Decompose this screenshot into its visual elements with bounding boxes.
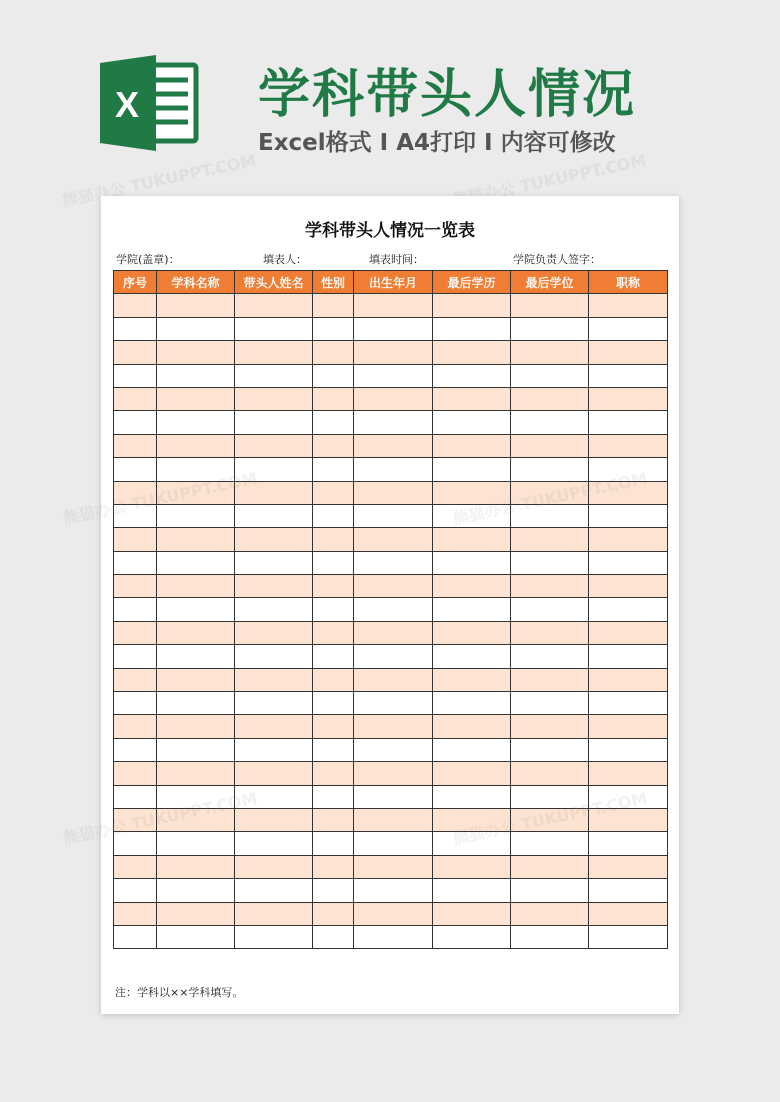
table-cell[interactable] — [235, 551, 313, 574]
table-cell[interactable] — [313, 808, 354, 831]
table-cell[interactable] — [313, 738, 354, 761]
table-row — [114, 598, 668, 621]
table-row — [114, 481, 668, 504]
table-cell[interactable] — [313, 855, 354, 878]
table-cell[interactable] — [354, 434, 433, 457]
banner — [0, 0, 780, 190]
table-cell[interactable] — [157, 434, 235, 457]
table-cell[interactable] — [313, 575, 354, 598]
table-row — [114, 879, 668, 902]
table-cell[interactable] — [313, 879, 354, 902]
table-cell[interactable] — [114, 925, 157, 948]
table-cell[interactable] — [114, 481, 157, 504]
table-cell[interactable] — [157, 294, 235, 317]
table-cell[interactable] — [157, 598, 235, 621]
table-cell[interactable] — [354, 551, 433, 574]
table-cell[interactable] — [433, 575, 511, 598]
table-row — [114, 925, 668, 948]
table-cell[interactable] — [433, 434, 511, 457]
table-cell[interactable] — [157, 645, 235, 668]
table-row — [114, 434, 668, 457]
table-cell[interactable] — [589, 738, 668, 761]
table-cell[interactable] — [235, 879, 313, 902]
table-cell[interactable] — [511, 902, 589, 925]
table-cell[interactable] — [313, 364, 354, 387]
table-row — [114, 808, 668, 831]
table-cell[interactable] — [433, 294, 511, 317]
table-cell[interactable] — [313, 598, 354, 621]
table-cell[interactable] — [354, 645, 433, 668]
table-cell[interactable] — [589, 528, 668, 551]
table-row — [114, 668, 668, 691]
table-cell[interactable] — [354, 621, 433, 644]
column-header: 最后学位 — [511, 271, 589, 294]
table-cell[interactable] — [313, 504, 354, 527]
table-cell[interactable] — [157, 879, 235, 902]
table-cell[interactable] — [114, 762, 157, 785]
table-cell[interactable] — [511, 294, 589, 317]
table-cell[interactable] — [114, 879, 157, 902]
table-cell[interactable] — [313, 645, 354, 668]
table-cell[interactable] — [313, 668, 354, 691]
table-cell[interactable] — [235, 364, 313, 387]
table-cell[interactable] — [114, 317, 157, 340]
table-cell[interactable] — [313, 762, 354, 785]
table-cell[interactable] — [157, 692, 235, 715]
table-cell[interactable] — [511, 341, 589, 364]
table-row — [114, 692, 668, 715]
table-cell[interactable] — [114, 598, 157, 621]
table-cell[interactable] — [433, 551, 511, 574]
table-cell[interactable] — [433, 925, 511, 948]
table-cell[interactable] — [235, 481, 313, 504]
table-cell[interactable] — [511, 621, 589, 644]
table-cell[interactable] — [313, 832, 354, 855]
table-cell[interactable] — [433, 762, 511, 785]
table-cell[interactable] — [157, 855, 235, 878]
table-cell[interactable] — [114, 785, 157, 808]
table-cell[interactable] — [114, 434, 157, 457]
table-cell[interactable] — [433, 738, 511, 761]
data-table — [113, 270, 668, 949]
table-cell[interactable] — [511, 645, 589, 668]
table-cell[interactable] — [354, 715, 433, 738]
table-cell[interactable] — [589, 692, 668, 715]
table-cell[interactable] — [235, 317, 313, 340]
table-cell[interactable] — [354, 481, 433, 504]
fill-time-label: 填表时间： — [369, 253, 424, 266]
college-seal-label: 学院(盖章)： — [116, 253, 180, 266]
banner-subtitle: Excel格式 I A4打印 I 内容可修改 — [258, 130, 616, 156]
table-cell[interactable] — [589, 832, 668, 855]
table-cell[interactable] — [235, 738, 313, 761]
table-cell[interactable] — [433, 341, 511, 364]
table-cell[interactable] — [114, 294, 157, 317]
table-cell[interactable] — [354, 458, 433, 481]
table-cell[interactable] — [354, 575, 433, 598]
table-cell[interactable] — [157, 317, 235, 340]
table-cell[interactable] — [511, 598, 589, 621]
table-cell[interactable] — [157, 341, 235, 364]
table-cell[interactable] — [589, 364, 668, 387]
table-cell[interactable] — [114, 575, 157, 598]
table-row — [114, 832, 668, 855]
table-cell[interactable] — [235, 621, 313, 644]
table-cell[interactable] — [433, 808, 511, 831]
table-cell[interactable] — [511, 551, 589, 574]
table-cell[interactable] — [354, 294, 433, 317]
table-cell[interactable] — [157, 458, 235, 481]
table-cell[interactable] — [354, 785, 433, 808]
table-cell[interactable] — [433, 458, 511, 481]
table-cell[interactable] — [235, 715, 313, 738]
svg-text:X: X — [114, 84, 140, 125]
table-cell[interactable] — [114, 621, 157, 644]
table-cell[interactable] — [157, 411, 235, 434]
table-cell[interactable] — [114, 458, 157, 481]
table-cell[interactable] — [354, 411, 433, 434]
table-row — [114, 762, 668, 785]
table-cell[interactable] — [433, 902, 511, 925]
table-cell[interactable] — [589, 387, 668, 410]
table-cell[interactable] — [114, 551, 157, 574]
table-cell[interactable] — [114, 855, 157, 878]
table-row — [114, 294, 668, 317]
table-cell[interactable] — [354, 692, 433, 715]
table-cell[interactable] — [433, 317, 511, 340]
table-cell[interactable] — [511, 808, 589, 831]
table-cell[interactable] — [589, 575, 668, 598]
table-cell[interactable] — [433, 387, 511, 410]
watermark: 熊猫办公 — [61, 816, 128, 849]
table-cell[interactable] — [114, 645, 157, 668]
table-row — [114, 575, 668, 598]
table-cell[interactable] — [313, 317, 354, 340]
table-cell[interactable] — [313, 785, 354, 808]
table-cell[interactable] — [511, 855, 589, 878]
table-cell[interactable] — [313, 387, 354, 410]
table-cell[interactable] — [114, 692, 157, 715]
table-cell[interactable] — [589, 762, 668, 785]
table-cell[interactable] — [157, 925, 235, 948]
table-cell[interactable] — [511, 364, 589, 387]
table-cell[interactable] — [354, 364, 433, 387]
table-cell[interactable] — [589, 317, 668, 340]
table-cell[interactable] — [157, 762, 235, 785]
table-cell[interactable] — [511, 387, 589, 410]
table-row — [114, 715, 668, 738]
table-cell[interactable] — [589, 551, 668, 574]
table-cell[interactable] — [511, 692, 589, 715]
column-header: 出生年月 — [354, 271, 433, 294]
table-row — [114, 621, 668, 644]
table-cell[interactable] — [433, 411, 511, 434]
head-signature-label: 学院负责人签字： — [513, 253, 601, 266]
column-header: 职称 — [589, 271, 668, 294]
table-cell[interactable] — [511, 575, 589, 598]
table-cell[interactable] — [433, 481, 511, 504]
table-cell[interactable] — [589, 902, 668, 925]
table-cell[interactable] — [114, 528, 157, 551]
table-cell[interactable] — [235, 411, 313, 434]
table-cell[interactable] — [589, 925, 668, 948]
table-cell[interactable] — [511, 458, 589, 481]
table-cell[interactable] — [354, 879, 433, 902]
table-cell[interactable] — [589, 645, 668, 668]
table-cell[interactable] — [313, 715, 354, 738]
table-cell[interactable] — [313, 458, 354, 481]
table-cell[interactable] — [433, 621, 511, 644]
table-cell[interactable] — [354, 668, 433, 691]
table-cell[interactable] — [433, 715, 511, 738]
table-cell[interactable] — [313, 294, 354, 317]
table-row — [114, 738, 668, 761]
table-cell[interactable] — [433, 504, 511, 527]
table-cell[interactable] — [114, 808, 157, 831]
table-cell[interactable] — [589, 785, 668, 808]
table-cell[interactable] — [589, 855, 668, 878]
table-row — [114, 458, 668, 481]
table-cell[interactable] — [589, 458, 668, 481]
table-cell[interactable] — [313, 434, 354, 457]
table-cell[interactable] — [354, 387, 433, 410]
table-row — [114, 551, 668, 574]
table-cell[interactable] — [511, 879, 589, 902]
table-cell[interactable] — [235, 645, 313, 668]
column-header: 性别 — [313, 271, 354, 294]
table-cell[interactable] — [354, 902, 433, 925]
table-cell[interactable] — [589, 879, 668, 902]
table-cell[interactable] — [114, 902, 157, 925]
table-cell[interactable] — [589, 481, 668, 504]
table-cell[interactable] — [511, 762, 589, 785]
column-header: 序号 — [114, 271, 157, 294]
column-header: 带头人姓名 — [235, 271, 313, 294]
table-cell[interactable] — [511, 434, 589, 457]
table-cell[interactable] — [114, 832, 157, 855]
table-cell[interactable] — [511, 832, 589, 855]
table-cell[interactable] — [114, 341, 157, 364]
table-row — [114, 528, 668, 551]
table-cell[interactable] — [313, 621, 354, 644]
table-cell[interactable] — [433, 668, 511, 691]
table-row — [114, 317, 668, 340]
table-row — [114, 855, 668, 878]
table-cell[interactable] — [313, 902, 354, 925]
table-cell[interactable] — [114, 738, 157, 761]
table-cell[interactable] — [114, 387, 157, 410]
table-cell[interactable] — [589, 341, 668, 364]
table-row — [114, 341, 668, 364]
watermark: 熊猫办公 TUKUPPT.COM — [450, 150, 648, 211]
table-cell[interactable] — [114, 715, 157, 738]
table-cell[interactable] — [157, 387, 235, 410]
table-cell[interactable] — [235, 387, 313, 410]
table-cell[interactable] — [235, 785, 313, 808]
table-cell[interactable] — [235, 458, 313, 481]
table-cell[interactable] — [589, 294, 668, 317]
table-row — [114, 411, 668, 434]
document-title: 学科带头人情况一览表 — [305, 221, 475, 241]
table-cell[interactable] — [235, 575, 313, 598]
table-cell[interactable] — [433, 692, 511, 715]
table-cell[interactable] — [157, 481, 235, 504]
table-cell[interactable] — [157, 902, 235, 925]
spreadsheet-page — [61, 196, 679, 1014]
table-cell[interactable] — [589, 621, 668, 644]
table-cell[interactable] — [235, 668, 313, 691]
table-cell[interactable] — [511, 317, 589, 340]
table-cell[interactable] — [235, 434, 313, 457]
column-header: 学科名称 — [157, 271, 235, 294]
table-cell[interactable] — [157, 551, 235, 574]
table-cell[interactable] — [433, 855, 511, 878]
table-cell[interactable] — [313, 925, 354, 948]
excel-icon — [100, 55, 200, 151]
table-row — [114, 387, 668, 410]
table-cell[interactable] — [511, 925, 589, 948]
table-row — [114, 785, 668, 808]
table-cell[interactable] — [157, 738, 235, 761]
table-cell[interactable] — [354, 808, 433, 831]
table-cell[interactable] — [157, 528, 235, 551]
table-cell[interactable] — [157, 832, 235, 855]
table-cell[interactable] — [589, 434, 668, 457]
table-cell[interactable] — [354, 317, 433, 340]
table-cell[interactable] — [589, 598, 668, 621]
table-cell[interactable] — [354, 504, 433, 527]
table-cell[interactable] — [235, 528, 313, 551]
table-cell[interactable] — [354, 528, 433, 551]
table-cell[interactable] — [114, 504, 157, 527]
table-cell[interactable] — [313, 551, 354, 574]
table-cell[interactable] — [433, 785, 511, 808]
table-cell[interactable] — [433, 598, 511, 621]
table-cell[interactable] — [235, 902, 313, 925]
watermark: 熊猫办公 TUKUPPT.COM — [60, 150, 258, 211]
table-cell[interactable] — [235, 832, 313, 855]
table-cell[interactable] — [589, 808, 668, 831]
table-cell[interactable] — [313, 411, 354, 434]
table-cell[interactable] — [235, 341, 313, 364]
table-cell[interactable] — [235, 762, 313, 785]
table-cell[interactable] — [235, 925, 313, 948]
table-cell[interactable] — [157, 621, 235, 644]
table-cell[interactable] — [511, 668, 589, 691]
table-row — [114, 645, 668, 668]
table-cell[interactable] — [157, 364, 235, 387]
table-cell[interactable] — [235, 598, 313, 621]
column-header: 最后学历 — [433, 271, 511, 294]
table-cell[interactable] — [511, 715, 589, 738]
table-cell[interactable] — [313, 528, 354, 551]
watermark: 熊猫办公 — [61, 496, 128, 529]
table-cell[interactable] — [157, 668, 235, 691]
form-meta-row — [101, 251, 679, 267]
table-cell[interactable] — [589, 504, 668, 527]
table-cell[interactable] — [354, 855, 433, 878]
table-cell[interactable] — [511, 738, 589, 761]
table-cell[interactable] — [114, 411, 157, 434]
table-cell[interactable] — [157, 785, 235, 808]
table-cell[interactable] — [511, 504, 589, 527]
table-cell[interactable] — [589, 411, 668, 434]
table-header-row — [114, 271, 668, 294]
table-cell[interactable] — [313, 341, 354, 364]
table-cell[interactable] — [433, 879, 511, 902]
table-cell[interactable] — [157, 808, 235, 831]
table-cell[interactable] — [354, 341, 433, 364]
table-cell[interactable] — [511, 481, 589, 504]
table-cell[interactable] — [235, 294, 313, 317]
table-cell[interactable] — [354, 925, 433, 948]
table-cell[interactable] — [157, 504, 235, 527]
banner-title: 学科带头人情况 — [258, 65, 637, 125]
table-cell[interactable] — [235, 855, 313, 878]
table-row — [114, 902, 668, 925]
table-cell[interactable] — [235, 692, 313, 715]
table-cell[interactable] — [235, 808, 313, 831]
table-cell[interactable] — [433, 645, 511, 668]
table-cell[interactable] — [313, 692, 354, 715]
table-cell[interactable] — [157, 715, 235, 738]
filler-label: 填表人： — [263, 253, 307, 266]
table-cell[interactable] — [433, 364, 511, 387]
table-cell[interactable] — [354, 598, 433, 621]
footnote: 注：学科以××学科填写。 — [115, 986, 244, 999]
table-cell[interactable] — [511, 528, 589, 551]
table-cell[interactable] — [511, 785, 589, 808]
table-cell[interactable] — [354, 832, 433, 855]
table-cell[interactable] — [114, 668, 157, 691]
table-cell[interactable] — [433, 832, 511, 855]
table-row — [114, 504, 668, 527]
table-row — [114, 364, 668, 387]
table-cell[interactable] — [589, 715, 668, 738]
table-cell[interactable] — [114, 364, 157, 387]
table-cell[interactable] — [354, 762, 433, 785]
table-cell[interactable] — [433, 528, 511, 551]
table-cell[interactable] — [235, 504, 313, 527]
table-cell[interactable] — [313, 481, 354, 504]
table-cell[interactable] — [511, 411, 589, 434]
table-cell[interactable] — [354, 738, 433, 761]
table-cell[interactable] — [589, 668, 668, 691]
table-cell[interactable] — [157, 575, 235, 598]
